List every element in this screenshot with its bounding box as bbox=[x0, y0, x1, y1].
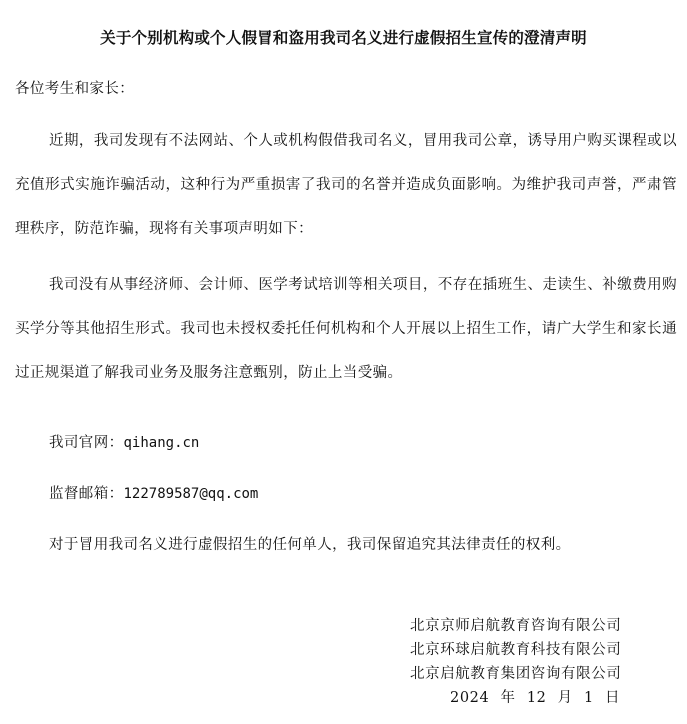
website-value: qihang.cn bbox=[123, 435, 200, 451]
email-label: 监督邮箱： bbox=[49, 486, 124, 502]
email-value: 122789587@qq.com bbox=[123, 486, 259, 502]
website-line bbox=[49, 432, 199, 454]
document-title: 关于个别机构或个人假冒和盗用我司名义进行虚假招生宣传的澄清声明 bbox=[100, 29, 587, 47]
signature-block bbox=[410, 614, 650, 710]
paragraph-1: 近期，我司发现有不法网站、个人或机构假借我司名义，冒用我司公章，诱导用户购买课程或以充值形式实施诈骗活动，这种行为严重损害了我司的名誉并造成负面影响。为维护我司声誉，严肃管理秩序，防范诈骗，现将有关事项声明如下： bbox=[15, 133, 677, 237]
website-label: 我司官网： bbox=[49, 435, 124, 451]
email-line bbox=[49, 483, 258, 505]
signature-company-3: 北京启航教育集团咨询有限公司 bbox=[410, 666, 622, 682]
reserve-rights-statement: 对于冒用我司名义进行虚假招生的任何单人，我司保留追究其法律责任的权利。 bbox=[49, 537, 571, 553]
signature-company-1: 北京京师启航教育咨询有限公司 bbox=[410, 618, 622, 634]
signature-date: 2024 年 12 月 1 日 bbox=[450, 690, 621, 706]
signature-company-2: 北京环球启航教育科技有限公司 bbox=[410, 642, 622, 658]
paragraph-2: 我司没有从事经济师、会计师、医学考试培训等相关项目，不存在插班生、走读生、补缴费用购买学分等其他招生形式。我司也未授权委托任何机构和个人开展以上招生工作，请广大学生和家长通过正规渠道了解我司业务及服务注意甄别，防止上当受骗。 bbox=[15, 277, 677, 381]
salutation: 各位考生和家长： bbox=[15, 81, 135, 97]
